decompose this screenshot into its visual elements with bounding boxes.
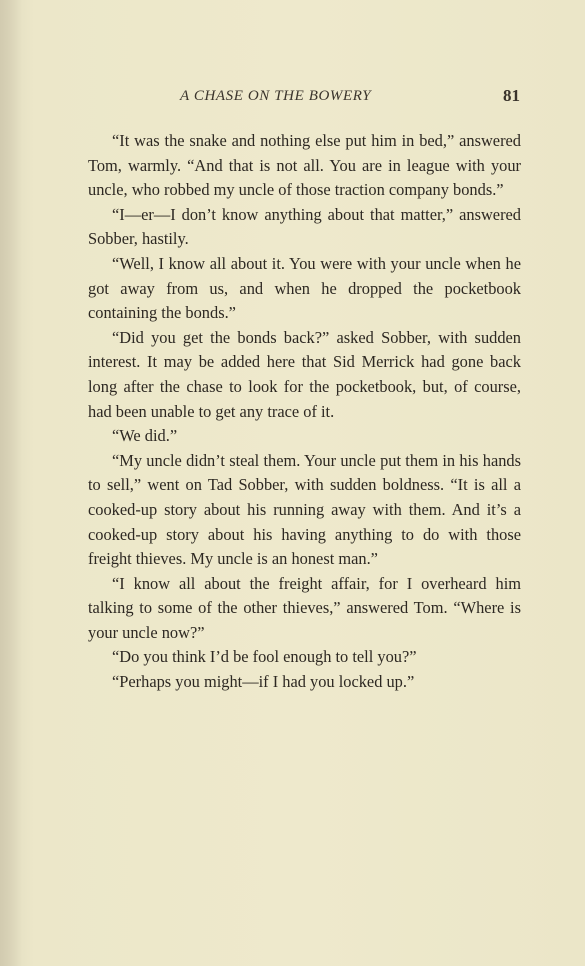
paragraph-3: “Well, I know all about it. You were with your uncle when he got away from us, and when he dropped the pocketbook containing the bonds.” bbox=[88, 253, 521, 323]
running-title: A CHASE ON THE BOWERY bbox=[180, 88, 372, 104]
paragraph-1: “It was the snake and nothing else put him in bed,” answered Tom, warmly. “And that is not all. You are in league with your uncle, who robbed my uncle of those traction company bonds.” bbox=[88, 131, 521, 200]
paragraph-6: “My uncle didn’t steal them. Your uncle put them in his hands to sell,” went on Tad Sobber, with sudden boldness. “It is all a cooked-up story about his running away with them. And it’s a cooked-up story about his having anything to do with those freight thieves. My uncle is an honest man.” bbox=[88, 450, 521, 569]
page-gutter-shadow bbox=[0, 0, 22, 966]
page-header bbox=[88, 88, 520, 112]
body-text bbox=[88, 129, 521, 695]
paragraph-7: “I know all about the freight affair, for I overheard him talking to some of the other thieves,” answered Tom. “Where is your uncle now?” bbox=[88, 573, 521, 642]
paragraph-8: “Do you think I’d be fool enough to tell you?” bbox=[112, 647, 417, 667]
page-number: 81 bbox=[503, 86, 520, 105]
paragraph-4: “Did you get the bonds back?” asked Sobber, with sudden interest. It may be added here that Sid Merrick had gone back long after the chase to look for the pocketbook, but, of course, had been unable to get any trace of it. bbox=[88, 327, 521, 421]
paragraph-5: “We did.” bbox=[112, 426, 178, 446]
paragraph-2: “I—er—I don’t know anything about that matter,” answered Sobber, hastily. bbox=[88, 204, 521, 249]
paragraph-9: “Perhaps you might—if I had you locked up.” bbox=[112, 672, 415, 692]
